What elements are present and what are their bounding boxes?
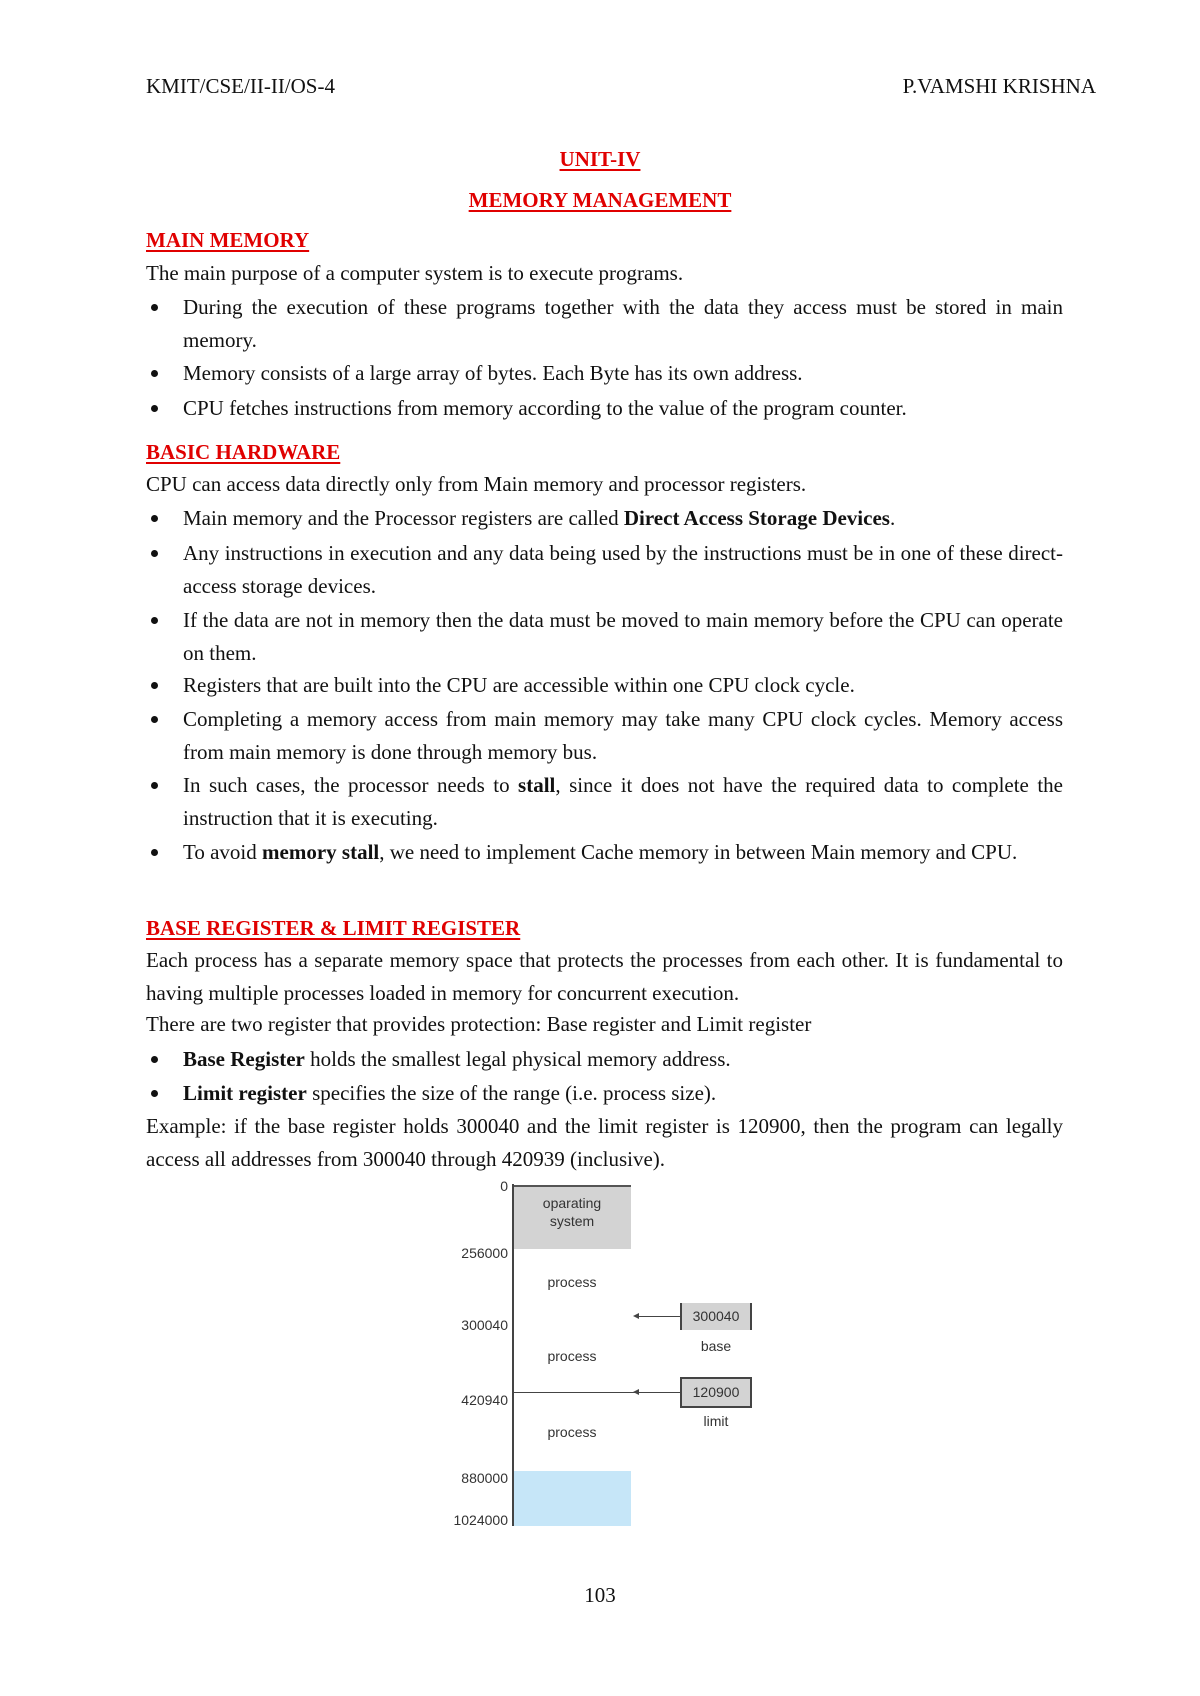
limit-register-box: 120900: [680, 1377, 752, 1408]
bullet-item: Any instructions in execution and any data being used by the instructions must be in one of these direct-access storage devices.: [183, 537, 1063, 603]
free-memory-block: [513, 1471, 631, 1526]
heading-base-limit-register: BASE REGISTER & LIMIT REGISTER: [146, 916, 521, 940]
arrow-head-icon: [633, 1313, 639, 1319]
bullet-item: [183, 1043, 1063, 1076]
paragraph: CPU can access data directly only from Main memory and processor registers.: [146, 472, 807, 496]
bold-term: Limit register: [183, 1081, 307, 1105]
text: , since it does not have the required data to complete the instruction that it is executing.: [183, 773, 1063, 830]
page-number: 103: [584, 1583, 616, 1607]
address-label: 1024000: [453, 1512, 508, 1528]
address-label: 420940: [461, 1392, 508, 1408]
base-label: base: [700, 1338, 732, 1354]
text: Main memory and the Processor registers are called: [183, 506, 624, 530]
header-author: P.VAMSHI KRISHNA: [902, 74, 1096, 98]
topic-title: MEMORY MANAGEMENT: [468, 188, 732, 212]
text: holds the smallest legal physical memory address.: [304, 1047, 731, 1071]
address-label: 256000: [461, 1245, 508, 1261]
base-arrow: [637, 1316, 680, 1317]
unit-title: UNIT-IV: [559, 147, 641, 171]
bullet-item: During the execution of these programs together with the data they access must be stored in main memory.: [183, 291, 1063, 357]
bullet-item: CPU fetches instructions from memory according to the value of the program counter.: [183, 392, 1063, 425]
text: , we need to implement Cache memory in between Main memory and CPU.: [379, 840, 1018, 864]
address-label: 880000: [461, 1470, 508, 1486]
process-label: process: [547, 1424, 597, 1440]
bullet-item: If the data are not in memory then the data must be moved to main memory before the CPU can operate on them.: [183, 604, 1063, 670]
process-label: process: [547, 1274, 597, 1290]
os-label-line: oparating: [542, 1195, 602, 1211]
text: specifies the size of the range (i.e. process size).: [306, 1081, 717, 1105]
bullet-item: Memory consists of a large array of bytes. Each Byte has its own address.: [183, 357, 1063, 390]
arrow-head-icon: [633, 1389, 639, 1395]
bullet-item: [183, 769, 1063, 835]
bullet-item: [183, 502, 1063, 535]
process-label: process: [547, 1348, 597, 1364]
bullet-item: Completing a memory access from main memory may take many CPU clock cycles. Memory access from main memory is done through memory bus.: [183, 703, 1063, 769]
bold-term: stall: [518, 773, 556, 797]
paragraph: Each process has a separate memory space that protects the processes from each other. It is fundamental to having multiple processes loaded in memory for concurrent execution.: [146, 948, 1063, 1005]
bullet-item: [183, 1077, 1063, 1110]
bullet-item: Registers that are built into the CPU are accessible within one CPU clock cycle.: [183, 669, 1063, 702]
base-register-box: 300040: [680, 1303, 752, 1330]
bullet-item: [183, 836, 1063, 869]
text: In such cases, the processor needs to: [183, 773, 519, 797]
limit-label: limit: [703, 1413, 729, 1429]
text: .: [889, 506, 896, 530]
text: To avoid: [183, 840, 263, 864]
heading-basic-hardware: BASIC HARDWARE: [146, 440, 341, 464]
header-course-code: KMIT/CSE/II-II/OS-4: [146, 74, 335, 98]
heading-main-memory: MAIN MEMORY: [146, 228, 310, 252]
address-label: 300040: [461, 1317, 508, 1333]
os-label-line: system: [549, 1213, 595, 1229]
paragraph-example: Example: if the base register holds 300040 and the limit register is 120900, then the program can legally access all addresses from 300040 through 420939 (inclusive).: [146, 1114, 1063, 1171]
address-label: 0: [500, 1178, 508, 1194]
bold-term: memory stall: [262, 840, 380, 864]
paragraph: The main purpose of a computer system is to execute programs.: [146, 261, 684, 285]
bold-term: Direct Access Storage Devices: [623, 506, 890, 530]
os-label: [513, 1194, 631, 1230]
limit-line: [513, 1392, 683, 1393]
paragraph: There are two register that provides protection: Base register and Limit register: [146, 1012, 812, 1036]
bold-term: Base Register: [183, 1047, 305, 1071]
